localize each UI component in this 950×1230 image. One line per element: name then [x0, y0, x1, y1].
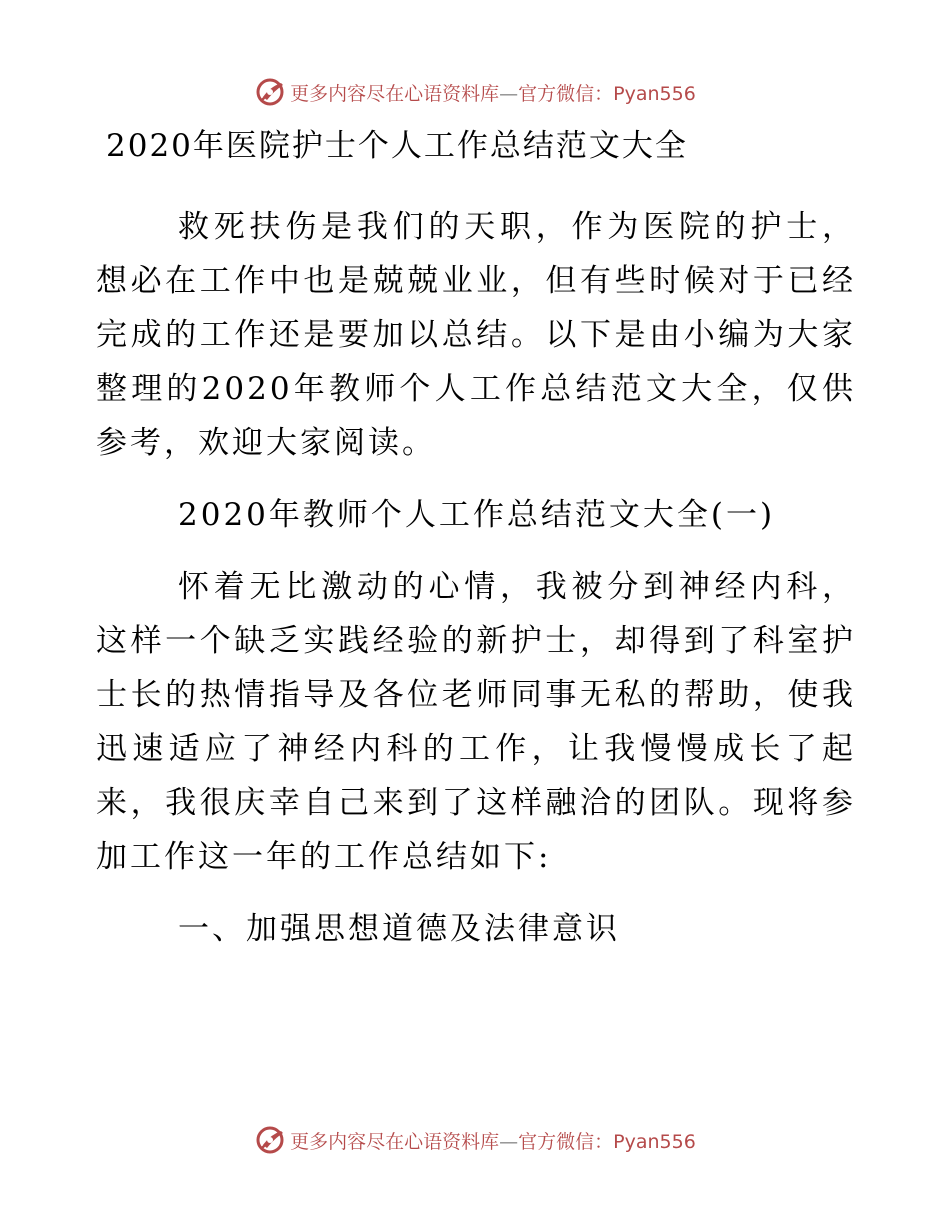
watermark-separator: —	[499, 1130, 519, 1153]
book-quill-logo-icon	[254, 75, 288, 109]
header-watermark	[0, 72, 950, 112]
watermark-text	[290, 79, 696, 106]
book-quill-logo-icon	[254, 1123, 288, 1157]
subheading: 一、加强思想道德及法律意识	[178, 911, 620, 947]
watermark-wechat-text: 官方微信：Pyan556	[518, 82, 696, 105]
watermark-main-text: 更多内容尽在心语资料库	[290, 1130, 500, 1153]
watermark-separator: —	[499, 82, 519, 105]
footer-watermark	[0, 1120, 950, 1160]
watermark-wechat-text: 官方微信：Pyan556	[518, 1130, 696, 1153]
intro-paragraph: 救死扶伤是我们的天职，作为医院的护士，想必在工作中也是兢兢业业，但有些时候对于已经完成的工作还是要加以总结。以下是由小编为大家整理的2020年教师个人工作总结范文大全，仅供参考，欢迎大家阅读。	[96, 209, 856, 461]
watermark-main-text: 更多内容尽在心语资料库	[290, 82, 500, 105]
document-body	[96, 120, 856, 956]
document-title: 2020年医院护士个人工作总结范文大全	[106, 128, 688, 164]
watermark-text	[290, 1127, 696, 1154]
section-heading: 2020年教师个人工作总结范文大全(一)	[178, 497, 776, 533]
body-paragraph: 怀着无比激动的心情，我被分到神经内科，这样一个缺乏实践经验的新护士，却得到了科室护士长的热情指导及各位老师同事无私的帮助，使我迅速适应了神经内科的工作，让我慢慢成长了起来，我很庆幸自己来到了这样融洽的团队。现将参加工作这一年的工作总结如下:	[96, 569, 856, 875]
